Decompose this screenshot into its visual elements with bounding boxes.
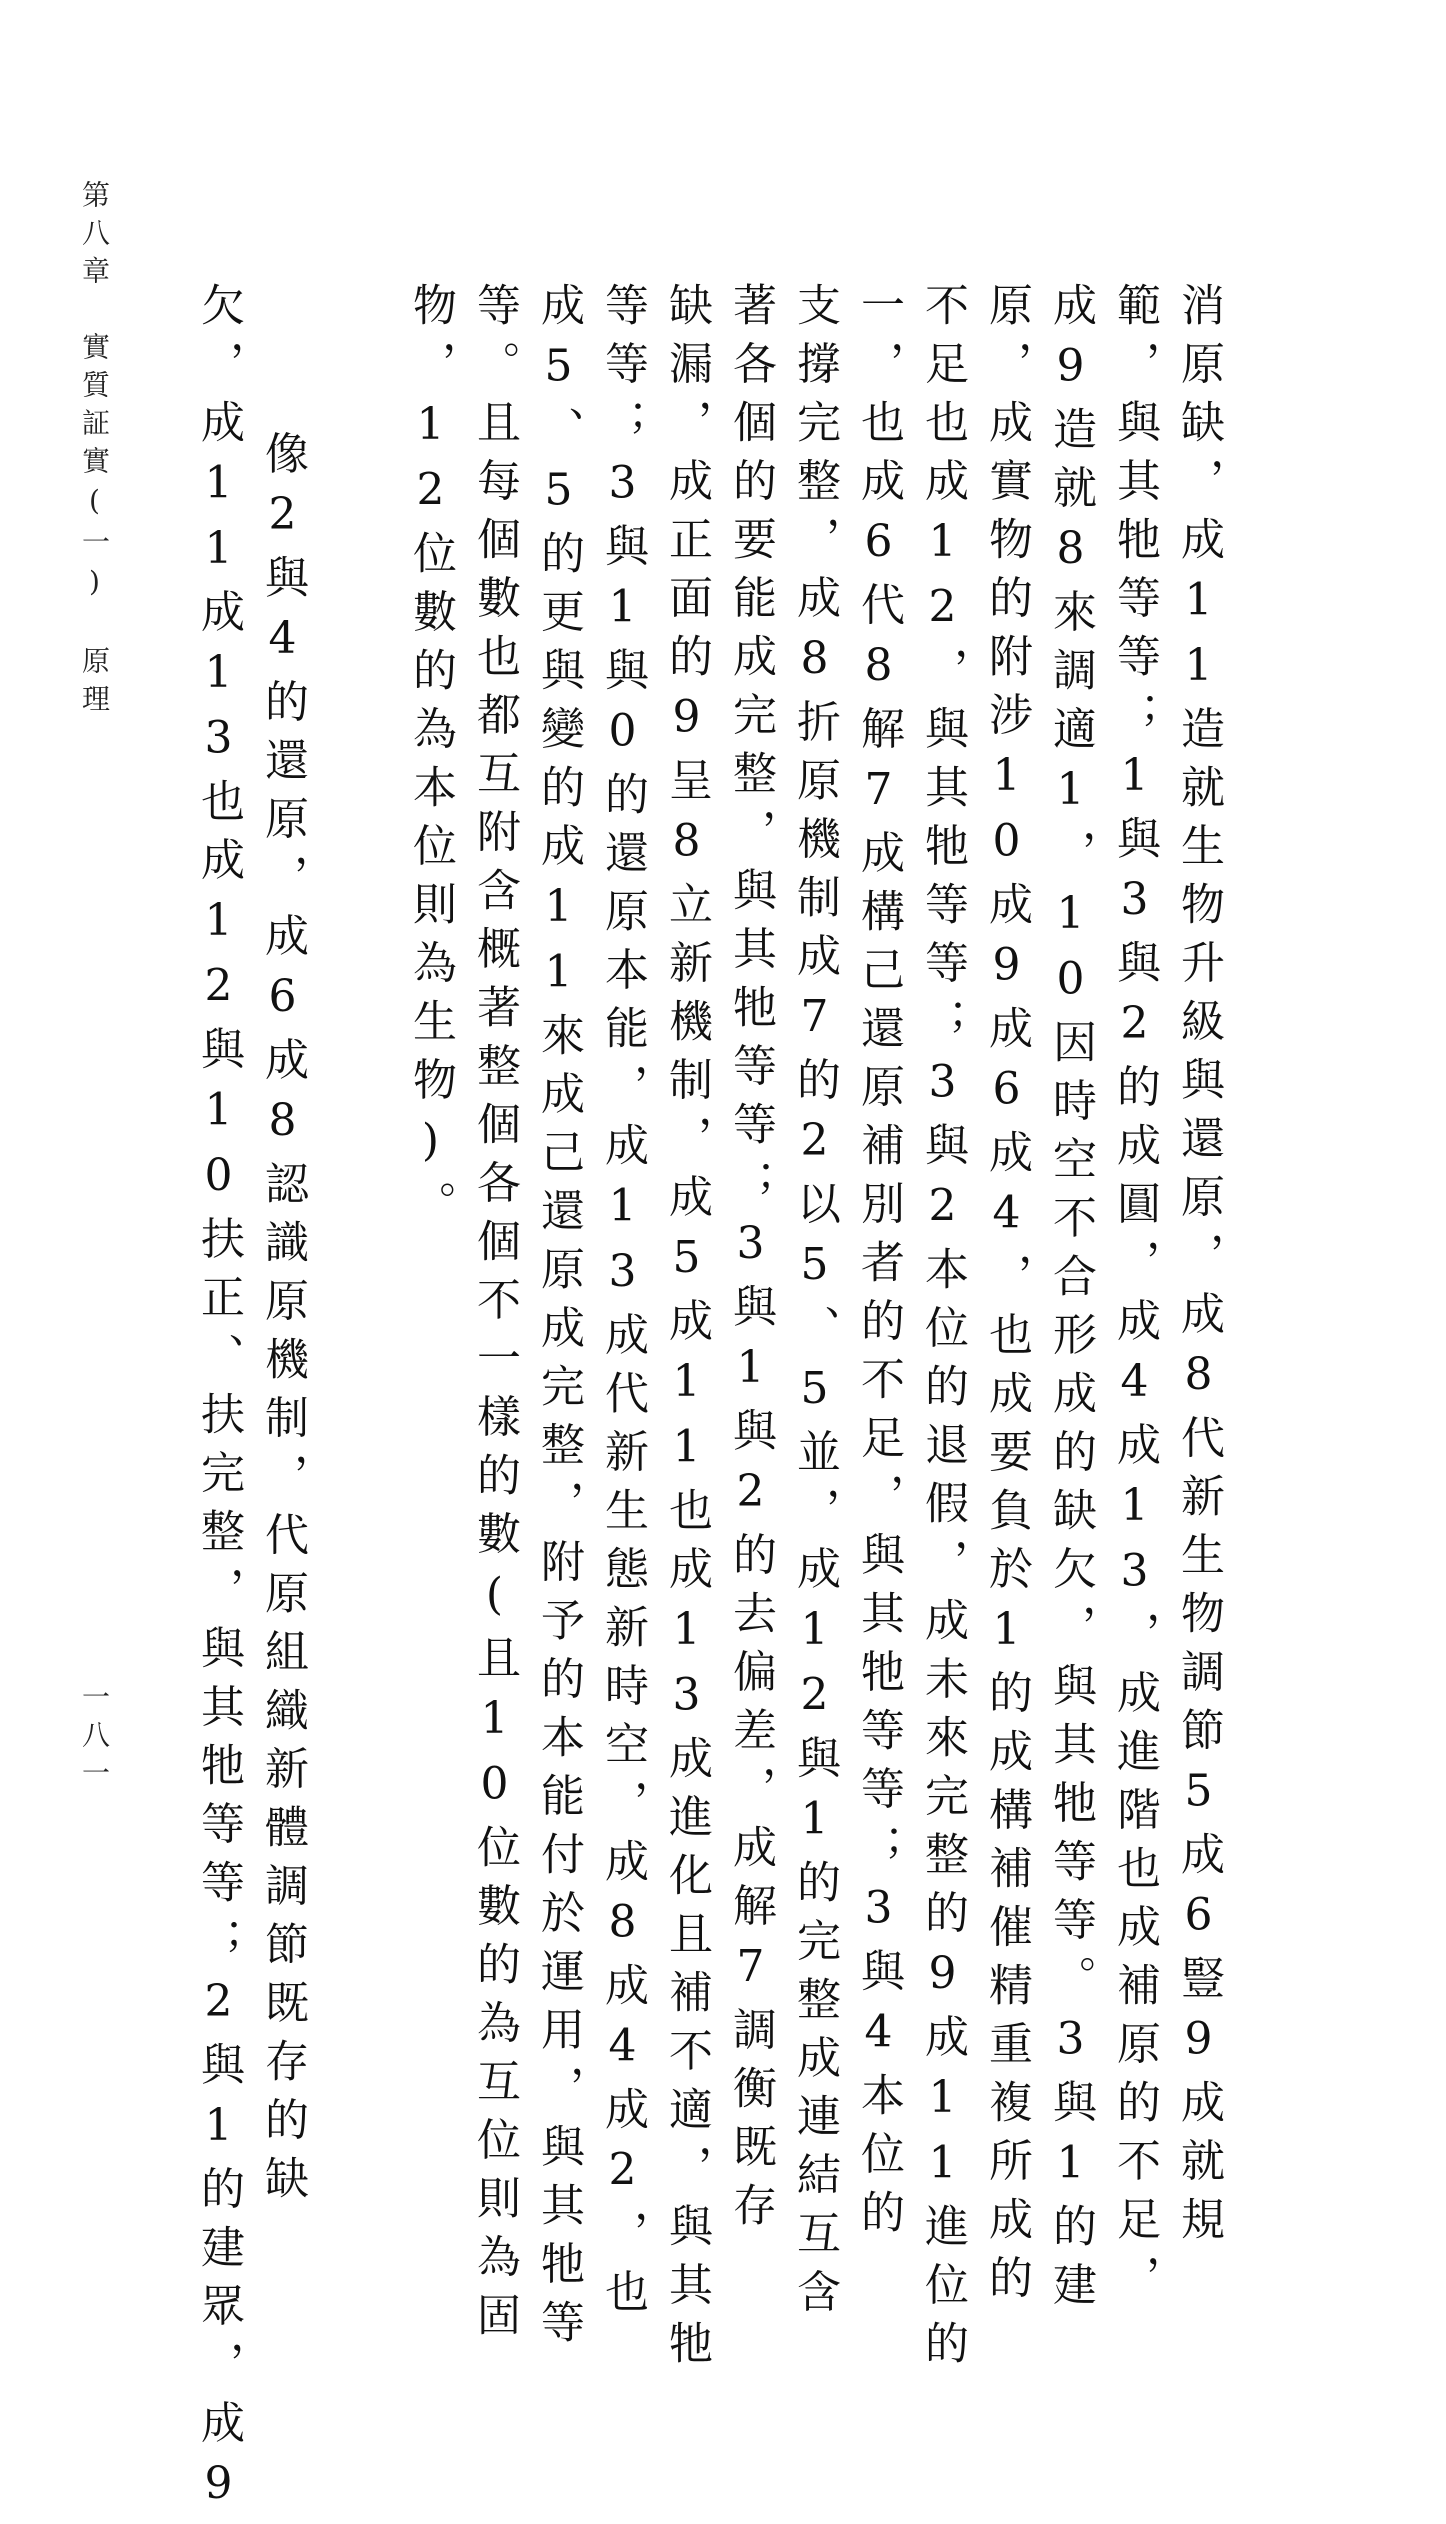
body-column-8: 著各個的要能成完整，與其牠等等；3與1與2的去偏差，成解7調衡既存	[725, 282, 776, 2241]
body-column-15: 像2與4的還原，成6成8認識原機制，代原組織新體調節既存的缺	[257, 372, 308, 2214]
body-column-3: 成9造就8來調適1，10因時空不合形成的缺欠，與其牠等等。3與1的建	[1045, 282, 1096, 2320]
body-column-5: 不足也成12，與其牠等等；3與2本位的退假，成未來完整的9成11進位的	[917, 282, 968, 2379]
body-column-16: 欠，成11成13也成12與10扶正、扶完整，與其牠等等；2與1的建眾，成9	[193, 282, 244, 2524]
body-column-7: 支撐完整，成8折原機制成7的2以5、5並，成12與1的完整成連結互含	[789, 282, 840, 2327]
body-column-4: 原，成實物的附涉10成9成6成4，也成要負於1的成構補催精重複所成的	[981, 282, 1032, 2313]
body-column-10: 等等；3與1與0的還原本能，成13成代新生態新時空，成8成4成2，也	[597, 282, 648, 2327]
body-column-13: 物，12位數的為本位則為生物)。	[405, 282, 456, 1239]
body-column-6: 一，也成6代8解7成構己還原補別者的不足，與其牠等等；3與4本位的	[853, 282, 904, 2248]
body-column-2: 範，與其牠等等；1與3與2的成圓，成4成13，成進階也成補原的不足，	[1109, 282, 1160, 2313]
page-number: 一八一	[78, 1682, 111, 1796]
running-head-chapter: 第八章 實質証實(一) 原理	[78, 180, 111, 722]
body-column-11: 成5、5的更與變的成11來成己還原成完整，附予的本能付於運用，與其牠等	[533, 282, 584, 2358]
body-column-12: 等。且每個數也都互附含概著整個各個不一樣的數(且10位數的為互位則為固	[469, 282, 520, 2351]
body-column-9: 缺漏，成正面的9呈8立新機制，成5成11也成13成進化且補不適，與其牠	[661, 282, 712, 2379]
body-column-1: 消原缺，成11造就生物升級與還原，成8代新生物調節5成6豎9成就規	[1173, 282, 1224, 2255]
